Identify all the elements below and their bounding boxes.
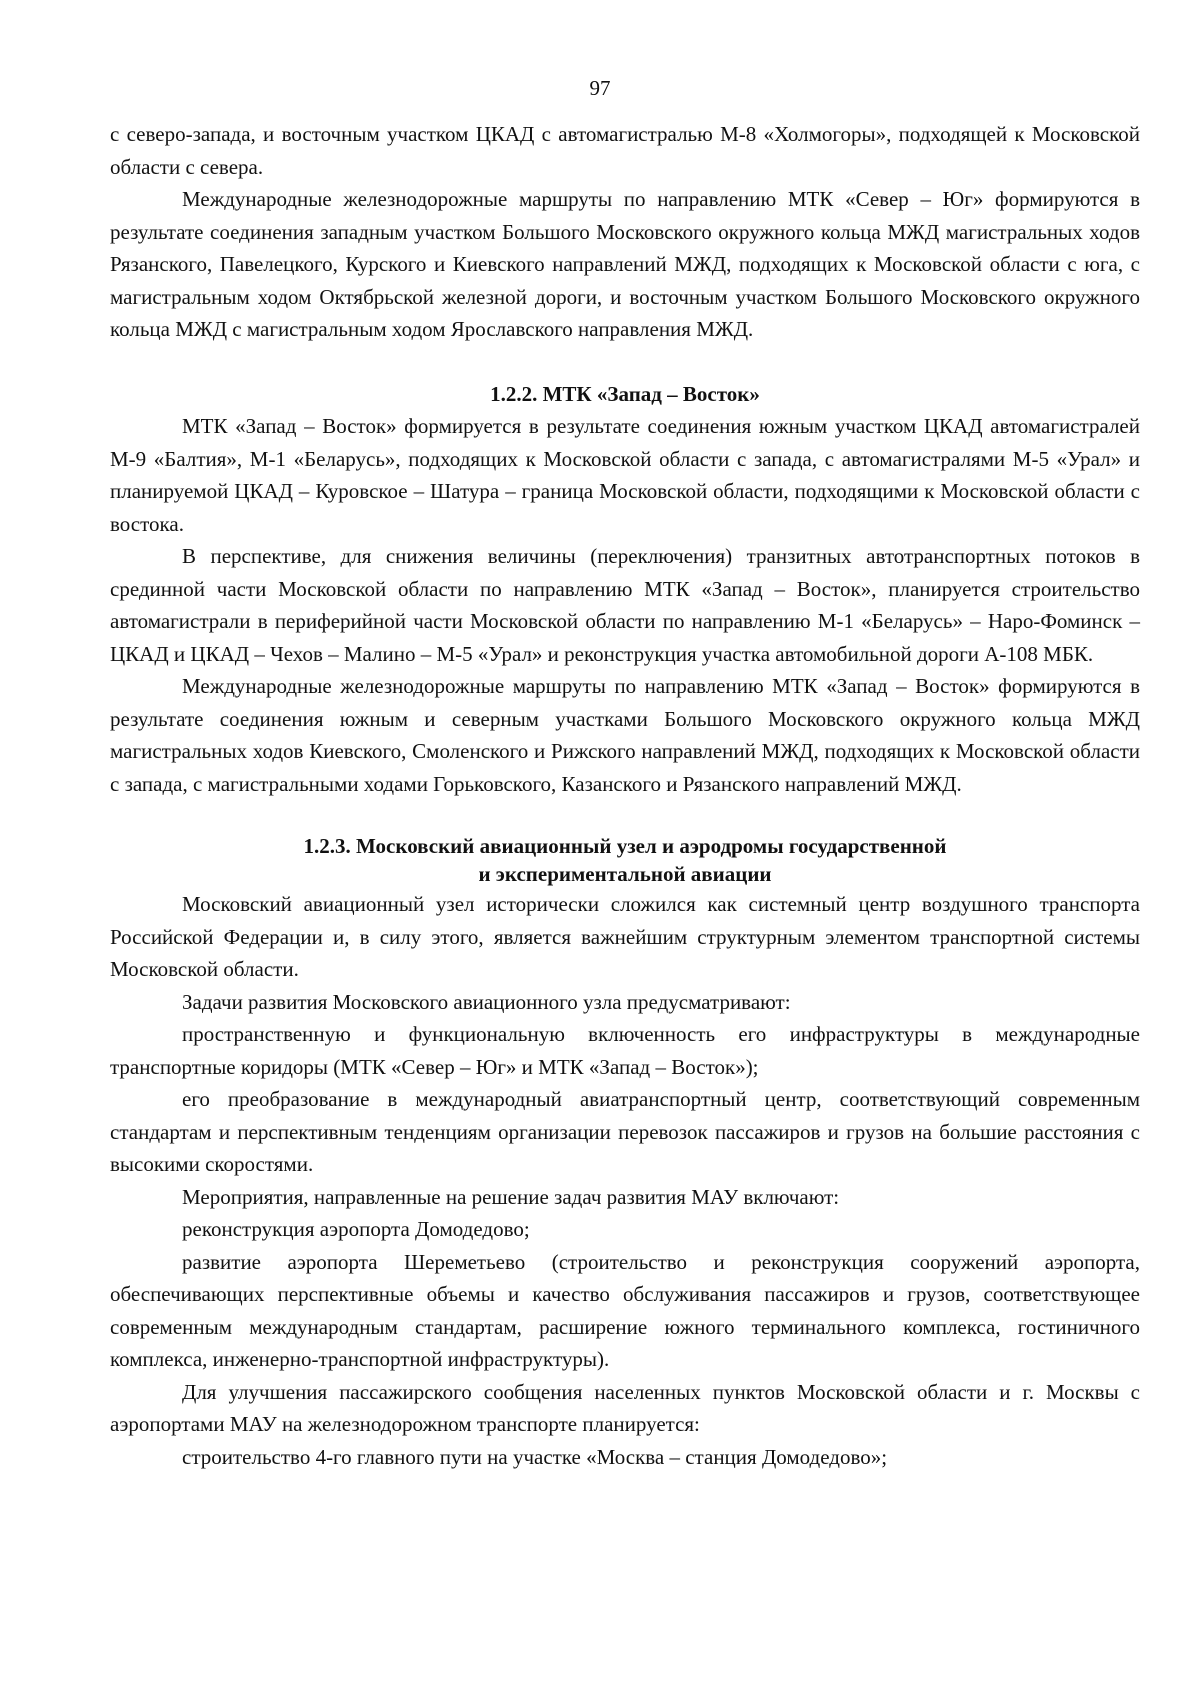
paragraph: МТК «Запад – Восток» формируется в результате соединения южным участком ЦКАД автомагистралей М-9 «Балтия», М-1 «Беларусь», подходящих к Московской области с запада, с автомагистралями М-5 «Урал» и планируемой ЦКАД – Куровское – Шатура – граница Московской области, подходящими к Московской области с востока. (110, 414, 1140, 536)
section-1-2-3 (110, 832, 1140, 1473)
paragraph: Международные железнодорожные маршруты по направлению МТК «Запад – Восток» формируются в результате соединения южным и северным участками Большого Московского окружного кольца МЖД магистральных ходов Киевского, Смоленского и Рижского направлений МЖД, подходящих к Московской области с запада, с магистральными ходами Горьковского, Казанского и Рязанского направлений МЖД. (110, 674, 1140, 796)
paragraph: Задачи развития Московского авиационного узла предусматривают: (182, 989, 791, 1014)
section-1-2-2 (110, 378, 1140, 801)
paragraph: Международные железнодорожные маршруты по направлению МТК «Север – Юг» формируются в результате соединения западным участком Большого Московского окружного кольца МЖД магистральных ходов Рязанского, Павелецкого, Курского и Киевского направлений МЖД, подходящих к Московской области с юга, с магистральным ходом Октябрьской железной дороги, и восточным участком Большого Московского окружного кольца МЖД с магистральным ходом Ярославского направления МЖД. (110, 187, 1140, 341)
list-item: развитие аэропорта Шереметьево (строительство и реконструкция сооружений аэропорта, обеспечивающих перспективные объемы и качество обслуживания пассажиров и грузов, соответствующее современным международным стандартам, расширение южного терминального комплекса, гостиничного комплекса, инженерно-транспортной инфраструктуры). (110, 1249, 1140, 1371)
list-item: реконструкция аэропорта Домодедово; (182, 1217, 530, 1241)
paragraph-continuation: с северо-запада, и восточным участком ЦКАД с автомагистралью М-8 «Холмогоры», подходящей к Московской области с севера. (110, 122, 1140, 179)
page-number: 97 (589, 76, 611, 100)
paragraph: В перспективе, для снижения величины (переключения) транзитных автотранспортных потоков в срединной части Московской области по направлению МТК «Запад – Восток», планируется строительство автомагистрали в периферийной части Московской области по направлению М-1 «Беларусь» – Наро-Фоминск – ЦКАД и ЦКАД – Чехов – Малино – М-5 «Урал» и реконструкция участка автомобильной дороги А-108 МБК. (110, 544, 1140, 666)
section-heading-block (110, 832, 1140, 888)
list-item: строительство 4-го главного пути на участке «Москва – станция Домодедово»; (182, 1444, 888, 1469)
section-heading-line-1: 1.2.3. Московский авиационный узел и аэродромы государственной (303, 834, 947, 858)
paragraph: Для улучшения пассажирского сообщения населенных пунктов Московской области и г. Москвы с аэропортами МАУ на железнодорожном транспорте планируется: (110, 1379, 1140, 1436)
document-body (110, 118, 1140, 1473)
list-item: пространственную и функциональную включенность его инфраструктуры в международные транспортные коридоры (МТК «Север – Юг» и МТК «Запад – Восток»); (110, 1022, 1140, 1079)
paragraph: Мероприятия, направленные на решение задач развития МАУ включают: (182, 1184, 840, 1209)
list-item: его преобразование в международный авиатранспортный центр, соответствующий современным стандартам и перспективным тенденциям организации перевозок пассажиров и грузов на большие расстояния с высокими скоростями. (110, 1087, 1140, 1176)
section-heading: 1.2.2. МТК «Запад – Восток» (490, 381, 760, 406)
section-heading-line-2: и экспериментальной авиации (478, 862, 772, 886)
paragraph: Московский авиационный узел исторически сложился как системный центр воздушного транспорта Российской Федерации и, в силу этого, является важнейшим структурным элементом транспортной системы Московской области. (110, 892, 1140, 981)
